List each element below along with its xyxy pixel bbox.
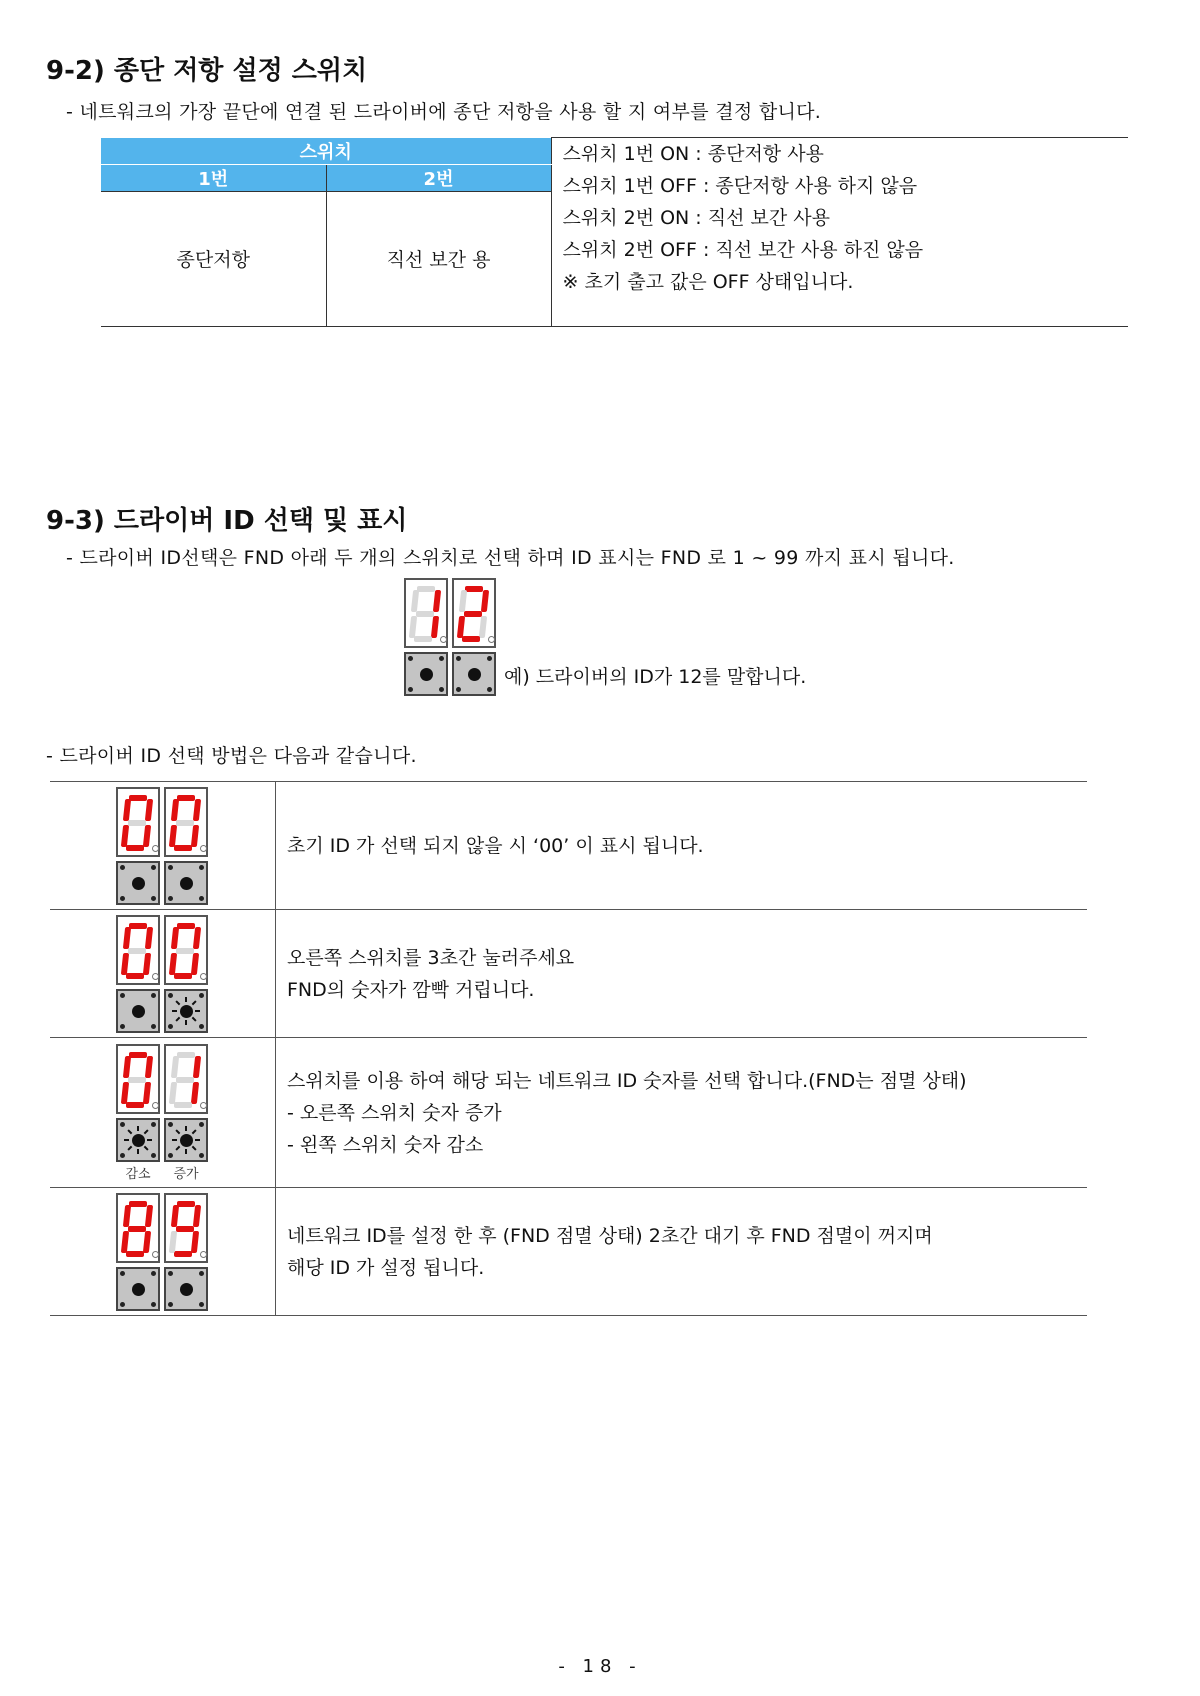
fnd-digit — [116, 1193, 160, 1263]
step-line: 오른쪽 스위치를 3초간 눌러주세요 — [287, 946, 575, 969]
fnd-segment — [121, 1082, 129, 1104]
switch-corner — [199, 896, 204, 901]
fnd-segment — [123, 1056, 131, 1078]
fnd-digit — [164, 1044, 208, 1114]
fnd-segment — [465, 586, 483, 592]
fnd-segment — [143, 825, 151, 847]
fnd-segment — [128, 948, 146, 954]
press-ray — [176, 1146, 180, 1150]
fnd-segment — [174, 973, 192, 979]
fnd-digit — [404, 578, 448, 648]
fnd-segment — [479, 616, 487, 638]
step-image — [50, 782, 276, 910]
fnd-segment — [145, 1056, 153, 1078]
step-image — [50, 910, 276, 1038]
fnd-digit — [164, 915, 208, 985]
fnd-segment — [128, 1226, 146, 1232]
switch-knob — [132, 877, 145, 890]
fnd-segment — [193, 927, 201, 949]
fnd-segment — [171, 799, 179, 821]
switch-knob — [132, 1005, 145, 1018]
fnd-segment — [464, 611, 482, 617]
switch-corner — [120, 1024, 125, 1029]
desc-line: ※ 초기 출고 값은 OFF 상태입니다. — [562, 271, 854, 293]
step-text — [276, 1038, 1088, 1188]
fnd-segment — [193, 1056, 201, 1078]
switch-label: 감소 — [125, 1166, 151, 1182]
step-line: - 오른쪽 스위치 숫자 증가 — [287, 1101, 502, 1124]
press-rays-icon — [118, 1120, 158, 1160]
step-line: FND의 숫자가 깜빡 거립니다. — [287, 978, 535, 1001]
fnd-segment — [126, 1102, 144, 1108]
switch-corner — [120, 896, 125, 901]
press-ray — [176, 1001, 180, 1005]
fnd-segment — [193, 1205, 201, 1227]
step-line: 초기 ID 가 선택 되지 않을 시 ‘00’ 이 표시 됩니다. — [287, 834, 704, 857]
fnd-segment — [174, 1251, 192, 1257]
fnd-display — [116, 1044, 275, 1114]
switch-row — [116, 989, 275, 1033]
press-ray — [192, 1017, 196, 1021]
id-method-table — [50, 781, 1087, 1316]
switch-corner — [151, 896, 156, 901]
switch-corner — [120, 993, 125, 998]
fnd-segment — [457, 616, 465, 638]
desc-line: 스위치 2번 OFF : 직선 보간 사용 하진 않음 — [562, 239, 924, 261]
fnd-segment — [431, 616, 439, 638]
fnd-segment — [145, 927, 153, 949]
desc-line: 스위치 1번 OFF : 종단저항 사용 하지 않음 — [562, 175, 918, 197]
fnd-segment — [126, 1251, 144, 1257]
fnd-segment — [128, 1077, 146, 1083]
fnd-display — [116, 915, 275, 985]
switch-corner — [168, 865, 173, 870]
example-text: 예) 드라이버의 ID가 12를 말합니다. — [504, 666, 807, 688]
fnd-decimal-point — [488, 636, 495, 643]
step-line: - 왼쪽 스위치 숫자 감소 — [287, 1133, 484, 1156]
switch-row — [116, 1118, 275, 1162]
switch-corner — [439, 687, 444, 692]
section-9-3-intro: - 드라이버 ID선택은 FND 아래 두 개의 스위치로 선택 하며 ID 표시는 FND 로 1 ~ 99 까지 표시 됩니다. — [66, 547, 955, 569]
switch-knob — [180, 877, 193, 890]
fnd-segment — [176, 820, 194, 826]
fnd-segment — [129, 795, 147, 801]
fnd-decimal-point — [200, 845, 207, 852]
fnd-display — [404, 578, 496, 648]
fnd-segment — [143, 1082, 151, 1104]
fnd-segment — [169, 1231, 177, 1253]
header-switch: 스위치 — [101, 138, 551, 165]
fnd-segment — [121, 1231, 129, 1253]
switch-corner — [151, 865, 156, 870]
switch-corner — [199, 1302, 204, 1307]
press-rays-icon — [166, 1120, 206, 1160]
step-row — [50, 1188, 1087, 1316]
fnd-segment — [171, 1056, 179, 1078]
press-ray — [144, 1130, 148, 1134]
press-ray — [192, 1001, 196, 1005]
fnd-segment — [129, 1201, 147, 1207]
switch-corner — [151, 993, 156, 998]
fnd-digit — [116, 787, 160, 857]
fnd-decimal-point — [152, 1251, 159, 1258]
fnd-decimal-point — [152, 1102, 159, 1109]
fnd-segment — [417, 586, 435, 592]
fnd-segment — [129, 1052, 147, 1058]
switch-corner — [120, 1271, 125, 1276]
fnd-digit — [164, 787, 208, 857]
switch-corner — [199, 865, 204, 870]
header-switch-2: 2번 — [326, 164, 551, 191]
section-9-3-title: 9-3) 드라이버 ID 선택 및 표시 — [46, 506, 408, 536]
fnd-segment — [128, 820, 146, 826]
step-row — [50, 1038, 1087, 1188]
fnd-digit — [116, 915, 160, 985]
fnd-segment — [169, 953, 177, 975]
fnd-segment — [171, 927, 179, 949]
fnd-decimal-point — [200, 1251, 207, 1258]
switch-corner — [199, 1271, 204, 1276]
switch-corner — [487, 656, 492, 661]
switch-row — [116, 1267, 275, 1311]
step-row — [50, 782, 1087, 910]
fnd-segment — [145, 1205, 153, 1227]
step-fnd — [116, 1044, 275, 1182]
fnd-decimal-point — [440, 636, 447, 643]
step-line: 해당 ID 가 설정 됩니다. — [287, 1256, 485, 1279]
press-rays-icon — [166, 991, 206, 1031]
fnd-segment — [174, 845, 192, 851]
fnd-segment — [177, 1201, 195, 1207]
termination-switch-table — [101, 137, 1128, 327]
fnd-segment — [409, 616, 417, 638]
switch-corner — [456, 687, 461, 692]
section-9-2-title: 9-2) 종단 저항 설정 스위치 — [46, 56, 368, 86]
cell-termination: 종단저항 — [101, 191, 326, 326]
fnd-segment — [191, 1082, 199, 1104]
fnd-segment — [126, 973, 144, 979]
section-9-2-intro: - 네트워크의 가장 끝단에 연결 된 드라이버에 종단 저항을 사용 할 지 여부를 결정 합니다. — [66, 101, 822, 123]
switch-corner — [408, 656, 413, 661]
fnd-segment — [121, 825, 129, 847]
fnd-segment — [143, 1231, 151, 1253]
fnd-segment — [123, 1205, 131, 1227]
fnd-segment — [193, 799, 201, 821]
fnd-segment — [191, 825, 199, 847]
step-fnd — [116, 915, 275, 1033]
fnd-segment — [121, 953, 129, 975]
switch-corner — [168, 896, 173, 901]
step-line: 네트워크 ID를 설정 한 후 (FND 점멸 상태) 2초간 대기 후 FND 점멸이 꺼지며 — [287, 1224, 933, 1247]
switch-knob — [420, 668, 433, 681]
switch-corner — [456, 656, 461, 661]
switch-knob — [468, 668, 481, 681]
switch-knob — [180, 1283, 193, 1296]
press-ray — [176, 1130, 180, 1134]
switch-button-icon — [452, 652, 496, 696]
step-fnd — [116, 1193, 275, 1311]
cell-linear-interp: 직선 보간 용 — [326, 191, 551, 326]
step-image — [50, 1188, 276, 1316]
fnd-segment — [171, 1205, 179, 1227]
switch-corner — [151, 1302, 156, 1307]
fnd-segment — [462, 636, 480, 642]
fnd-segment — [143, 953, 151, 975]
fnd-display — [116, 1193, 275, 1263]
press-ray — [192, 1146, 196, 1150]
fnd-segment — [176, 1226, 194, 1232]
fnd-segment — [123, 927, 131, 949]
switch-pressed-icon — [164, 989, 208, 1033]
switch-pressed-icon — [116, 1118, 160, 1162]
fnd-segment — [145, 799, 153, 821]
press-ray — [128, 1146, 132, 1150]
fnd-digit — [116, 1044, 160, 1114]
switch-button-icon — [404, 652, 448, 696]
switch-corner — [151, 1024, 156, 1029]
fnd-digit — [452, 578, 496, 648]
example-fnd — [404, 578, 496, 696]
switch-button-icon — [116, 861, 160, 905]
step-text — [276, 782, 1088, 910]
fnd-segment — [176, 948, 194, 954]
step-text — [276, 910, 1088, 1038]
fnd-segment — [177, 795, 195, 801]
fnd-segment — [433, 590, 441, 612]
switch-knob — [132, 1283, 145, 1296]
switch-corner — [408, 687, 413, 692]
desc-line: 스위치 2번 ON : 직선 보간 사용 — [562, 207, 830, 229]
fnd-segment — [174, 1102, 192, 1108]
switch-row — [116, 861, 275, 905]
fnd-segment — [177, 1052, 195, 1058]
switch-labels — [116, 1163, 275, 1182]
fnd-segment — [176, 1077, 194, 1083]
fnd-segment — [459, 590, 467, 612]
fnd-decimal-point — [152, 973, 159, 980]
step-line: 스위치를 이용 하여 해당 되는 네트워크 ID 숫자를 선택 합니다.(FND는 점멸 상태) — [287, 1069, 967, 1092]
fnd-segment — [411, 590, 419, 612]
fnd-decimal-point — [152, 845, 159, 852]
switch-pressed-icon — [164, 1118, 208, 1162]
press-ray — [144, 1146, 148, 1150]
step-image — [50, 1038, 276, 1188]
fnd-segment — [129, 923, 147, 929]
fnd-display — [116, 787, 275, 857]
fnd-segment — [177, 923, 195, 929]
fnd-decimal-point — [200, 1102, 207, 1109]
switch-corner — [151, 1271, 156, 1276]
switch-row — [404, 652, 496, 696]
switch-corner — [168, 1271, 173, 1276]
fnd-segment — [191, 953, 199, 975]
switch-corner — [120, 865, 125, 870]
fnd-segment — [126, 845, 144, 851]
press-ray — [176, 1017, 180, 1021]
switch-corner — [120, 1302, 125, 1307]
header-switch-1: 1번 — [101, 164, 326, 191]
page-number: - 18 - — [558, 1656, 642, 1677]
method-intro: - 드라이버 ID 선택 방법은 다음과 같습니다. — [46, 745, 417, 767]
press-ray — [192, 1130, 196, 1134]
switch-corner — [168, 1302, 173, 1307]
switch-corner — [439, 656, 444, 661]
fnd-segment — [169, 825, 177, 847]
step-fnd — [116, 787, 275, 905]
fnd-segment — [169, 1082, 177, 1104]
press-ray — [128, 1130, 132, 1134]
fnd-segment — [123, 799, 131, 821]
switch-button-icon — [164, 1267, 208, 1311]
fnd-decimal-point — [200, 973, 207, 980]
fnd-segment — [414, 636, 432, 642]
fnd-segment — [481, 590, 489, 612]
switch-corner — [487, 687, 492, 692]
step-row — [50, 910, 1087, 1038]
fnd-segment — [416, 611, 434, 617]
step-text — [276, 1188, 1088, 1316]
switch-button-icon — [116, 1267, 160, 1311]
desc-line: 스위치 1번 ON : 종단저항 사용 — [562, 143, 824, 165]
switch-button-icon — [164, 861, 208, 905]
switch-label: 증가 — [173, 1166, 199, 1182]
fnd-segment — [191, 1231, 199, 1253]
fnd-digit — [164, 1193, 208, 1263]
switch-button-icon — [116, 989, 160, 1033]
switch-description — [551, 138, 1128, 327]
